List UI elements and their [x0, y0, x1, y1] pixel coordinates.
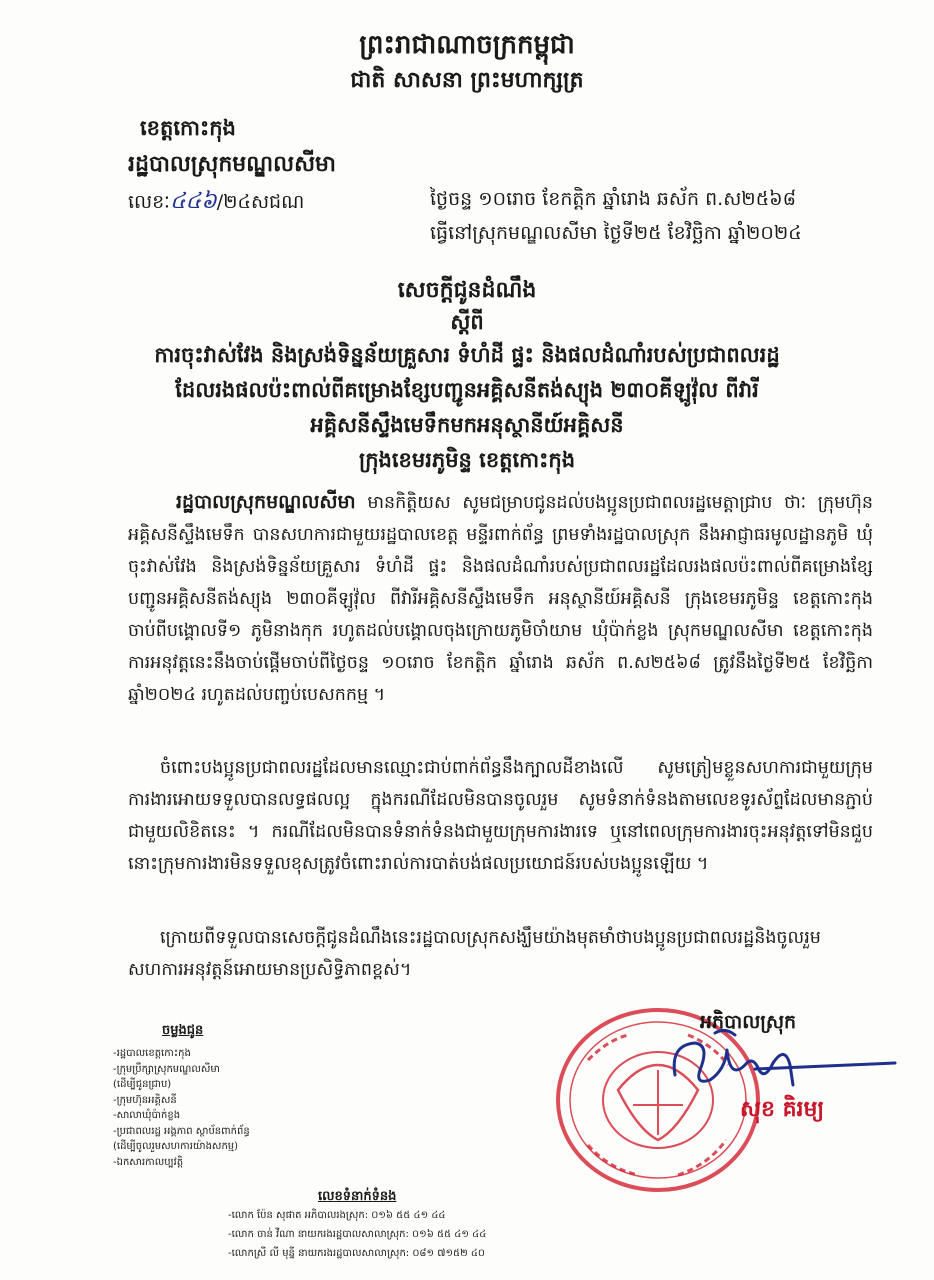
kingdom-heading: ព្រះរាជាណាចក្រកម្ពុជា: [359, 30, 575, 60]
place-and-date: ធ្វើនៅស្រុកមណ្ឌលសីមា ថ្ងៃទី២៥ ខែវិច្ឆិកា ឆ្នាំ២០២៤: [430, 222, 802, 244]
signer-title: អភិបាលស្រុក: [700, 1011, 797, 1033]
contacts-title: លេខទំនាក់ទំនង: [318, 1189, 397, 1204]
paragraph-lead: រដ្ឋបាលស្រុកមណ្ឌលសីមា: [176, 491, 356, 513]
cc-item: -ក្រុមហ៊ុនអគ្គិសនី: [113, 1094, 177, 1106]
lunar-date: ថ្ងៃចន្ទ ១០រោច ខែកត្តិក ឆ្នាំរោង ឆស័ក ព.ស២៥៦៨: [430, 188, 797, 210]
signer-name: សុខ គិរម្យ: [740, 1097, 825, 1122]
cc-item: -សាលាឃុំប៉ាក់ខ្លង: [113, 1110, 181, 1121]
contact-item: -លោក ចាន់ វីណា នាយករងរដ្ឋបាលសាលាស្រុក: ០១៦ ៥៥ ៤១ ៤៤: [228, 1229, 487, 1240]
reference-suffix: /២៤សជណ: [216, 191, 305, 213]
body-paragraph-2: ចំពោះបងប្អូនប្រជាពលរដ្ឋដែលមានឈ្មោះជាប់ពាក់ព័ន្ធនឹងក្បាលដីខាងលើ សូមត្រៀមខ្លួនសហការជាមួយក្រុមការងារអោយទទួលបានលទ្ធផលល្អ ក្នុងករណីដែលមិនបានចូលរួម សូមទំនាក់ទំនងតាមលេខទូរស័ព្ទដែលមានភ្ជាប់ជាមួយលិខិតនេះ ។ ករណីដែលមិនបានទំនាក់ទំនងជាមួយក្រុមការងារទេ ឬនៅពេលក្រុមការងារចុះអនុវត្តទៅមិនជួប នោះក្រុមការងារមិនទទួលខុសត្រូវចំពោះរាល់ការបាត់បង់ផលប្រយោជន៍របស់បងប្អូនឡើយ ។: [128, 758, 873, 874]
district-administration: រដ្ឋបាលស្រុកមណ្ឌលសីមា: [128, 152, 336, 177]
notice-about: ស្តីពី: [450, 310, 484, 334]
cc-item: (ដើម្បីចូលរួមសហការយ៉ាងសកម្ម): [113, 1141, 239, 1152]
reference-handwritten-number: ៤៤៦: [169, 189, 217, 214]
cc-item: -ប្រជាពលរដ្ឋ អង្គភាព ស្ថាប័នពាក់ព័ន្ធ: [113, 1125, 250, 1137]
body-paragraph-1: [128, 486, 873, 711]
notice-title: សេចក្តីជូនដំណឹង: [397, 278, 537, 303]
contact-item: -លោកស្រី លី មុន្នី នាយករងរដ្ឋបាលសាលាស្រុក: ០៨១ ៧១៥២ ៤០: [228, 1248, 486, 1259]
cc-item: -ក្រុមប្រឹក្សាស្រុកមណ្ឌលសីមា: [113, 1063, 220, 1075]
contacts-list: [228, 1206, 486, 1263]
cc-item: (ដើម្បីជូនជ្រាប): [113, 1079, 172, 1090]
subject-line: ការចុះវាស់វែង និងស្រង់ទិន្នន័យគ្រួសារ ទំហំដី ផ្ទះ និងផលដំណាំរបស់ប្រជាពលរដ្ឋ: [154, 343, 780, 367]
paragraph-text: មានកិត្តិយស សូមជម្រាបជូនដល់បងប្អូនប្រជាពលរដ្ឋមេត្តាជ្រាប ថាៈ ក្រុមហ៊ុនអគ្គិសនីស្ទឹងមេទឹក បានសហការជាមួយរដ្ឋបាលខេត្ត មន្ទីរពាក់ព័ន្ធ ព្រមទាំងរដ្ឋបាលស្រុក នឹងអាជ្ញាធរមូលដ្ឋានភូមិ ឃុំ ចុះវាស់វែង និងស្រង់ទិន្នន័យគ្រួសារ ទំហំដី ផ្ទះ និងផលដំណាំរបស់ប្រជាពលរដ្ឋដែលរងផលប៉ះពាល់ពីគម្រោងខ្សែបញ្ជូនអគ្គិសនីតង់ស្យុង ២៣០គីឡូវ៉ុល ពីវារីអគ្គិសនីស្ទឹងមេទឹក អនុស្ថានីយ៍អគ្គិសនី ក្រុងខេមរភូមិន្ទ ខេត្តកោះកុង ចាប់ពីបង្គោលទី១ ភូមិនាងកុក រហូតដល់បង្គោលចុងក្រោយភូមិចាំយាម ឃុំប៉ាក់ខ្លង ស្រុកមណ្ឌលសីមា ខេត្តកោះកុង ការអនុវត្តនេះនឹងចាប់ផ្តើមចាប់ពីថ្ងៃចន្ទ ១០រោច ខែកត្តិក ឆ្នាំរោង ឆស័ក ព.ស២៥៦៨ ត្រូវនឹងថ្ងៃទី២៥ ខែវិច្ឆិកា ឆ្នាំ២០២៤ រហូតដល់បញ្ចប់បេសកកម្ម ។: [128, 493, 873, 705]
province-name: ខេត្តកោះកុង: [140, 116, 236, 140]
subject-line: អគ្គិសនីស្ទឹងមេទឹកមកអនុស្ថានីយ៍អគ្គិសនី: [310, 413, 624, 437]
reference-number: [128, 187, 304, 219]
cc-item: -ឯកសារកាលប្បវត្តិ: [113, 1156, 184, 1168]
handwritten-signature: [655, 1025, 905, 1095]
national-motto: ជាតិ សាសនា ព្រះមហាក្សត្រ: [350, 68, 584, 93]
reference-prefix: លេខៈ: [128, 191, 170, 213]
body-paragraph-3: ក្រោយពីទទួលបានសេចក្តីជូនដំណឹងនេះរដ្ឋបាលស្រុកសង្ឃឹមយ៉ាងមុតមាំថាបងប្អូនប្រជាពលរដ្ឋនិងចូលរួមសហការអនុវត្តន៍អោយមានប្រសិទ្ធិភាពខ្ពស់។: [128, 928, 821, 980]
cc-item: -រដ្ឋបាលខេត្តកោះកុង: [113, 1048, 191, 1059]
cc-title: ចម្លងជូន: [162, 1023, 204, 1038]
cc-list: [113, 1046, 250, 1170]
subject-line: ដែលរងផលប៉ះពាល់ពីគម្រោងខ្សែបញ្ជូនអគ្គិសនីតង់ស្យុង ២៣០គីឡូវ៉ុល ពីវារី: [175, 378, 759, 402]
contact-item: -លោក ប៉ែន សុផាត អភិបាលរងស្រុក: ០១៦ ៥៥ ៤១ ៤៤: [228, 1210, 446, 1221]
subject-line: ក្រុងខេមរភូមិន្ទ ខេត្តកោះកុង: [358, 448, 576, 472]
